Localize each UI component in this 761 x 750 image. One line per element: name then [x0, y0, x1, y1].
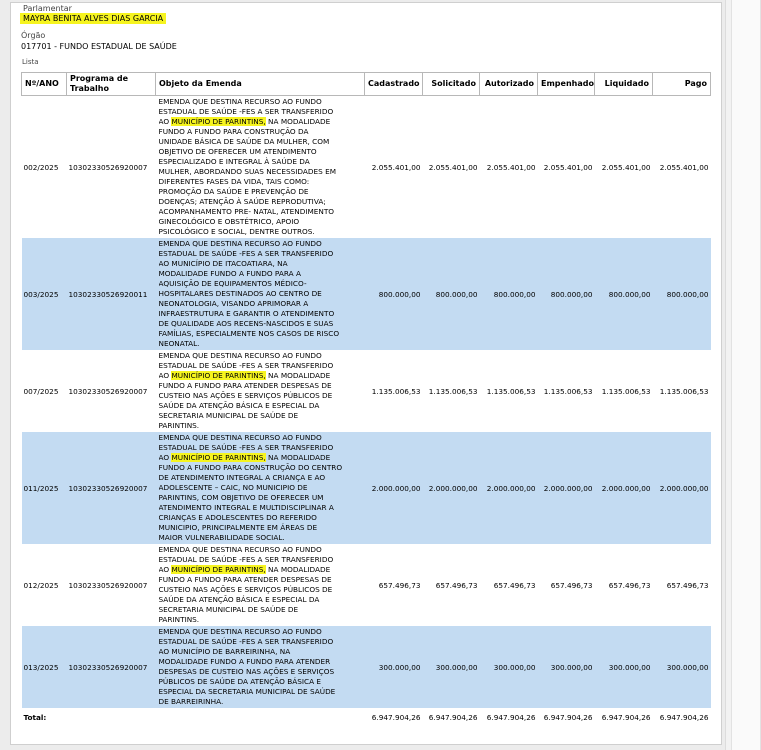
col-header-programa[interactable]: Programa de Trabalho: [67, 73, 156, 96]
objeto-line: PSICOLÓGICO E SOCIAL, DENTRE OUTROS.: [158, 227, 315, 236]
table-row[interactable]: [22, 626, 711, 708]
cell-programa: 10302330526920007: [68, 386, 148, 396]
cell-empenhado: 657.496,73: [550, 580, 593, 590]
objeto-line: AQUISIÇÃO DE EQUIPAMENTOS MÉDICO-: [158, 279, 307, 288]
total-empenhado: 6.947.904,26: [543, 712, 593, 722]
col-header-ano[interactable]: Nº/ANO: [22, 73, 67, 96]
total-row: [22, 708, 711, 726]
objeto-line: DESPESAS DE CUSTEIO NAS AÇÕES E SERVIÇOS: [158, 667, 335, 676]
cell-autorizado: 300.000,00: [480, 626, 538, 708]
objeto-line: PARINTINS, COM OBJETIVO DE OFERECER UM: [158, 493, 324, 502]
cell-programa: 10302330526920007: [67, 626, 156, 708]
cell-solicitado: 1.135.006,53: [428, 386, 478, 396]
cell-solicitado: 657.496,73: [435, 580, 478, 590]
objeto-line: DOENÇAS; ATENÇÃO À SAÚDE REPRODUTIVA;: [158, 197, 326, 206]
table-row[interactable]: [22, 544, 711, 626]
cell-empenhado: 2.000.000,00: [538, 432, 595, 544]
total-autorizado: 6.947.904,26: [486, 712, 536, 722]
objeto-line: AO MUNICÍPIO DE PARINTINS, NA MODALIDADE: [158, 371, 331, 380]
objeto-line: MODALIDADE FUNDO A FUNDO PARA ATENDER: [158, 657, 331, 666]
objeto-line: AO MUNICÍPIO DE PARINTINS, NA MODALIDADE: [158, 565, 331, 574]
cell-liquidado: 2.055.401,00: [601, 162, 651, 172]
lista-label: Lista: [22, 58, 39, 66]
objeto-line: MULHER, ABORDANDO SUAS NECESSIDADES EM: [158, 167, 336, 176]
objeto-line: AO MUNICÍPIO DE PARINTINS, NA MODALIDADE: [158, 117, 331, 126]
col-header-autorizado[interactable]: Autorizado: [480, 73, 538, 96]
col-header-cadastrado[interactable]: Cadastrado: [365, 73, 423, 96]
objeto-line: FUNDO A FUNDO PARA ATENDER DESPESAS DE: [158, 381, 332, 390]
cell-autorizado: 2.055.401,00: [486, 162, 536, 172]
cell-ano: 003/2025: [22, 238, 67, 350]
cell-cadastrado: 657.496,73: [378, 580, 421, 590]
emendas-table: [21, 72, 711, 726]
orgao-value: 017701 - FUNDO ESTADUAL DE SAÚDE: [21, 42, 177, 51]
objeto-line: FUNDO A FUNDO PARA CONSTRUÇÃO DA: [158, 127, 309, 136]
scrollbar[interactable]: [731, 0, 761, 750]
objeto-line: DE ATENDIMENTO INTEGRAL A CRIANÇA E AO: [158, 473, 326, 482]
objeto-line: OBJETIVO DE OFERECER UM ATENDIMENTO: [158, 147, 317, 156]
cell-pago: 657.496,73: [666, 580, 709, 590]
highlight-mark: MUNICÍPIO DE PARINTINS,: [171, 371, 266, 380]
objeto-line: ATENDIMENTO INTEGRAL E MULTIDISCIPLINAR A: [158, 503, 334, 512]
cell-cadastrado: 800.000,00: [365, 238, 423, 350]
objeto-line: ESPECIAL DA SECRETARIA MUNICIPAL DE SAÚDE: [158, 687, 336, 696]
cell-objeto: [156, 432, 365, 544]
cell-programa: 10302330526920007: [68, 162, 148, 172]
objeto-line: FAMÍLIAS, ESPECIALMENTE NOS CASOS DE RISCO: [158, 329, 340, 338]
col-header-empenhado[interactable]: Empenhado: [538, 73, 595, 96]
objeto-line: ESTADUAL DE SAÚDE -FES A SER TRANSFERIDO: [158, 443, 334, 452]
objeto-line: PARINTINS.: [158, 615, 200, 624]
objeto-line: INFRAESTRUTURA E GARANTIR O ATENDIMENTO: [158, 309, 335, 318]
objeto-line: DIFERENTES FASES DA VIDA, TAIS COMO:: [158, 177, 310, 186]
cell-liquidado: 2.000.000,00: [595, 432, 653, 544]
cell-ano: 007/2025: [23, 386, 59, 396]
cell-empenhado: 800.000,00: [538, 238, 595, 350]
objeto-line: ESTADUAL DE SAÚDE -FES A SER TRANSFERIDO: [158, 637, 334, 646]
cell-ano: 012/2025: [23, 580, 59, 590]
objeto-line: ACOMPANHAMENTO PRE- NATAL, ATENDIMENTO: [158, 207, 335, 216]
cell-cadastrado: 1.135.006,53: [371, 386, 421, 396]
objeto-line: HOSPITALARES DESTINADOS AO CENTRO DE: [158, 289, 322, 298]
objeto-line: PROMOÇÃO DA SAÚDE E PREVENÇÃO DE: [158, 187, 309, 196]
cell-programa: 10302330526920007: [67, 432, 156, 544]
objeto-line: UNIDADE BÁSICA DE SAÚDE DA MULHER, COM: [158, 137, 330, 146]
table-row[interactable]: [22, 350, 711, 432]
objeto-line: ESTADUAL DE SAÚDE -FES A SER TRANSFERIDO: [158, 107, 334, 116]
objeto-line: EMENDA QUE DESTINA RECURSO AO FUNDO: [158, 627, 322, 636]
objeto-line: GINECOLÓGICO E OBSTÉTRICO, APOIO: [158, 217, 300, 226]
parlamentar-value: MAYRA BENITA ALVES DIAS GARCIA: [20, 13, 166, 24]
cell-ano: 013/2025: [22, 626, 67, 708]
objeto-line: DE QUALIDADE AOS RECENS-NASCIDOS E SUAS: [158, 319, 334, 328]
objeto-line: AO MUNICÍPIO DE ITACOATIARA, NA: [158, 259, 288, 268]
cell-objeto: [156, 96, 365, 239]
objeto-line: PARINTINS.: [158, 421, 200, 430]
cell-solicitado: 2.055.401,00: [428, 162, 478, 172]
objeto-line: FUNDO A FUNDO PARA ATENDER DESPESAS DE: [158, 575, 332, 584]
cell-solicitado: 800.000,00: [423, 238, 480, 350]
cell-empenhado: 300.000,00: [538, 626, 595, 708]
objeto-line: AO MUNICÍPIO DE BARREIRINHA, NA: [158, 647, 291, 656]
objeto-line: SECRETARIA MUNICIPAL DE SAÚDE DE: [158, 605, 299, 614]
cell-pago: 2.055.401,00: [659, 162, 709, 172]
total-cadastrado: 6.947.904,26: [371, 712, 421, 722]
objeto-line: CUSTEIO NAS AÇÕES E SERVIÇOS PÚBLICOS DE: [158, 391, 333, 400]
table-row[interactable]: [22, 96, 711, 239]
cell-liquidado: 1.135.006,53: [601, 386, 651, 396]
cell-pago: 2.000.000,00: [653, 432, 711, 544]
cell-pago: 300.000,00: [653, 626, 711, 708]
col-header-solicitado[interactable]: Solicitado: [423, 73, 480, 96]
cell-empenhado: 2.055.401,00: [543, 162, 593, 172]
cell-objeto: [156, 238, 365, 350]
cell-solicitado: 300.000,00: [423, 626, 480, 708]
cell-objeto: [156, 626, 365, 708]
cell-liquidado: 657.496,73: [608, 580, 651, 590]
objeto-line: EMENDA QUE DESTINA RECURSO AO FUNDO: [158, 351, 322, 360]
objeto-line: EMENDA QUE DESTINA RECURSO AO FUNDO: [158, 545, 322, 554]
col-header-liquidado[interactable]: Liquidado: [595, 73, 653, 96]
cell-objeto: [156, 544, 365, 626]
cell-cadastrado: 2.000.000,00: [365, 432, 423, 544]
objeto-line: MODALIDADE FUNDO A FUNDO PARA A: [158, 269, 301, 278]
cell-empenhado: 1.135.006,53: [543, 386, 593, 396]
objeto-line: EMENDA QUE DESTINA RECURSO AO FUNDO: [158, 433, 322, 442]
objeto-line: SAÚDE DA ATENÇÃO BÁSICA E ESPECIAL DA: [158, 595, 320, 604]
cell-programa: 10302330526920011: [67, 238, 156, 350]
objeto-line: ESPECIALIZADO E INTEGRAL À SAÚDE DA: [158, 157, 310, 166]
objeto-line: PÚBLICOS DE SAÚDE DA ATENÇÃO BÁSICA E: [158, 677, 322, 686]
table-header-row: [22, 73, 711, 96]
total-liquidado: 6.947.904,26: [601, 712, 651, 722]
objeto-line: CRIANÇAS E ADOLESCENTES DO REFERIDO: [158, 513, 317, 522]
objeto-line: MUNICIPIO, PRINCIPALMENTE EM ÁREAS DE: [158, 523, 318, 532]
objeto-line: EMENDA QUE DESTINA RECURSO AO FUNDO: [158, 97, 322, 106]
highlight-mark: MUNICÍPIO DE PARINTINS,: [171, 453, 266, 462]
highlight-mark: MUNICÍPIO DE PARINTINS,: [171, 565, 266, 574]
objeto-line: DE BARREIRINHA.: [158, 697, 224, 706]
total-label: Total:: [23, 712, 47, 722]
objeto-line: ESTADUAL DE SAÚDE -FES A SER TRANSFERIDO: [158, 555, 334, 564]
objeto-line: NEONATOLOGIA, VISANDO APRIMORAR A: [158, 299, 309, 308]
cell-autorizado: 1.135.006,53: [486, 386, 536, 396]
table-row[interactable]: [22, 432, 711, 544]
parlamentar-label: Parlamentar: [23, 4, 72, 13]
objeto-line: EMENDA QUE DESTINA RECURSO AO FUNDO: [158, 239, 322, 248]
cell-liquidado: 300.000,00: [595, 626, 653, 708]
cell-autorizado: 800.000,00: [480, 238, 538, 350]
cell-ano: 011/2025: [22, 432, 67, 544]
cell-pago: 800.000,00: [653, 238, 711, 350]
total-solicitado: 6.947.904,26: [428, 712, 478, 722]
col-header-objeto[interactable]: Objeto da Emenda: [156, 73, 365, 96]
objeto-line: ESTADUAL DE SAÚDE -FES A SER TRANSFERIDO: [158, 361, 334, 370]
highlight-mark: MUNICÍPIO DE PARINTINS,: [171, 117, 266, 126]
objeto-line: SECRETARIA MUNICIPAL DE SAÚDE DE: [158, 411, 299, 420]
cell-objeto: [156, 350, 365, 432]
cell-programa: 10302330526920007: [68, 580, 148, 590]
objeto-line: MAIOR VULNERABILIDADE SOCIAL.: [158, 533, 285, 542]
objeto-line: CUSTEIO NAS AÇÕES E SERVIÇOS PÚBLICOS DE: [158, 585, 333, 594]
objeto-line: NEONATAL.: [158, 339, 200, 348]
col-header-pago[interactable]: Pago: [653, 73, 711, 96]
cell-pago: 1.135.006,53: [659, 386, 709, 396]
objeto-line: ADOLESCENTE – CAIC, NO MUNICIPIO DE: [158, 483, 308, 492]
objeto-line: ESTADUAL DE SAÚDE -FES A SER TRANSFERIDO: [158, 249, 334, 258]
cell-autorizado: 657.496,73: [493, 580, 536, 590]
cell-cadastrado: 300.000,00: [365, 626, 423, 708]
table-row[interactable]: [22, 238, 711, 350]
objeto-line: SAÚDE DA ATENÇÃO BÁSICA E ESPECIAL DA: [158, 401, 320, 410]
orgao-label: Órgão: [21, 31, 46, 40]
cell-liquidado: 800.000,00: [595, 238, 653, 350]
total-pago: 6.947.904,26: [659, 712, 709, 722]
objeto-line: AO MUNICÍPIO DE PARINTINS, NA MODALIDADE: [158, 453, 331, 462]
cell-ano: 002/2025: [23, 162, 59, 172]
cell-autorizado: 2.000.000,00: [480, 432, 538, 544]
cell-cadastrado: 2.055.401,00: [371, 162, 421, 172]
cell-solicitado: 2.000.000,00: [423, 432, 480, 544]
objeto-line: FUNDO A FUNDO PARA CONSTRUÇÃO DO CENTRO: [158, 463, 343, 472]
